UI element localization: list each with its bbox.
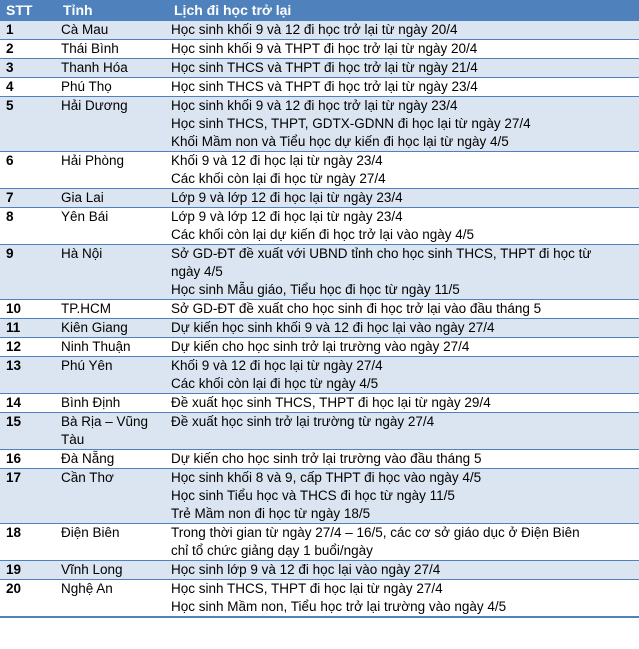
row-stt [0, 524, 57, 561]
schedule-line: Học sinh khối 9 và THPT đi học trở lại từ ngày 20/4 [171, 41, 478, 56]
row-province [57, 78, 168, 97]
row-province [57, 97, 168, 152]
stt-text: 19 [6, 562, 22, 577]
schedule-line: Dự kiến cho học sinh trở lại trường vào đầu tháng 5 [171, 451, 482, 466]
province-line: Hải Dương [61, 98, 128, 113]
province-line: Kiên Giang [61, 320, 128, 335]
schedule-line: Học sinh THCS, THPT, GDTX-GDNN đi học lại từ ngày 27/4 [171, 116, 531, 131]
row-stt [0, 97, 57, 152]
schedule-line: Khối 9 và 12 đi học lại từ ngày 27/4 [171, 358, 383, 373]
row-province [57, 580, 168, 618]
row-stt [0, 580, 57, 618]
row-schedule [168, 21, 639, 40]
stt-text: 7 [6, 190, 14, 205]
header-stt: STT [0, 0, 57, 21]
table-row [0, 357, 639, 394]
row-province [57, 40, 168, 59]
table-row [0, 319, 639, 338]
row-stt [0, 450, 57, 469]
stt-text: 4 [6, 79, 14, 94]
row-schedule [168, 208, 639, 245]
stt-text: 12 [6, 339, 22, 354]
row-province [57, 524, 168, 561]
schedule-line: Học sinh khối 9 và 12 đi học trở lại từ ngày 23/4 [171, 98, 458, 113]
row-schedule [168, 450, 639, 469]
row-schedule [168, 338, 639, 357]
row-stt [0, 189, 57, 208]
row-stt [0, 394, 57, 413]
province-line: Tàu [61, 432, 85, 447]
stt-text: 2 [6, 41, 14, 56]
row-stt [0, 413, 57, 450]
stt-text: 20 [6, 581, 22, 596]
row-schedule [168, 413, 639, 450]
table-row [0, 189, 639, 208]
schedule-line: Trẻ Mầm non đi học từ ngày 18/5 [171, 506, 371, 521]
province-line: Điện Biên [61, 525, 120, 540]
schedule-line: Học sinh THCS và THPT đi học trở lại từ ngày 21/4 [171, 60, 478, 75]
stt-text: 10 [6, 301, 22, 316]
table-row [0, 21, 639, 40]
province-line: Vĩnh Long [61, 562, 123, 577]
province-line: Đà Nẵng [61, 451, 115, 466]
row-schedule [168, 319, 639, 338]
stt-text: 13 [6, 358, 22, 373]
row-stt [0, 319, 57, 338]
schedule-line: Đề xuất học sinh trở lại trường từ ngày 27/4 [171, 414, 435, 429]
stt-text: 16 [6, 451, 22, 466]
row-schedule [168, 300, 639, 319]
table-row [0, 59, 639, 78]
table-row [0, 469, 639, 524]
row-province [57, 357, 168, 394]
row-schedule [168, 580, 639, 618]
table-row [0, 394, 639, 413]
row-schedule [168, 524, 639, 561]
row-stt [0, 21, 57, 40]
row-stt [0, 245, 57, 300]
row-schedule [168, 394, 639, 413]
schedule-line: Các khối còn lại đi học từ ngày 27/4 [171, 171, 386, 186]
table-header-row [0, 0, 639, 21]
stt-text: 3 [6, 60, 14, 75]
stt-text: 15 [6, 414, 22, 429]
schedule-line: Khối 9 và 12 đi học lại từ ngày 23/4 [171, 153, 383, 168]
row-schedule [168, 78, 639, 97]
province-line: Hà Nội [61, 246, 103, 261]
stt-text: 18 [6, 525, 22, 540]
schedule-line: Học sinh khối 8 và 9, cấp THPT đi học vào ngày 4/5 [171, 470, 482, 485]
stt-text: 1 [6, 22, 14, 37]
stt-text: 6 [6, 153, 14, 168]
table-row [0, 450, 639, 469]
schedule-line: Học sinh khối 9 và 12 đi học trở lại từ ngày 20/4 [171, 22, 458, 37]
schedule-line: Học sinh Mầm non, Tiểu học trở lại trường vào ngày 4/5 [171, 599, 507, 614]
row-schedule [168, 469, 639, 524]
schedule-line: Sở GD-ĐT đề xuất cho học sinh đi học trở lại vào đầu tháng 5 [171, 301, 542, 316]
row-stt [0, 561, 57, 580]
province-line: Ninh Thuận [61, 339, 131, 354]
row-stt [0, 59, 57, 78]
table-row [0, 208, 639, 245]
schedule-line: Lớp 9 và lớp 12 đi học lại từ ngày 23/4 [171, 190, 403, 205]
stt-text: 9 [6, 246, 14, 261]
schedule-line: ngày 4/5 [171, 264, 223, 279]
row-schedule [168, 97, 639, 152]
table-row [0, 78, 639, 97]
province-line: Gia Lai [61, 190, 104, 205]
row-schedule [168, 40, 639, 59]
row-stt [0, 338, 57, 357]
row-province [57, 245, 168, 300]
schedule-line: Học sinh Mẫu giáo, Tiểu học đi học từ ngày 11/5 [171, 282, 460, 297]
province-line: Bình Định [61, 395, 121, 410]
province-line: Cà Mau [61, 22, 109, 37]
table-row [0, 580, 639, 618]
province-line: Nghệ An [61, 581, 113, 596]
row-stt [0, 300, 57, 319]
province-line: TP.HCM [61, 301, 112, 316]
row-province [57, 189, 168, 208]
row-province [57, 59, 168, 78]
row-schedule [168, 357, 639, 394]
stt-text: 17 [6, 470, 22, 485]
table-row [0, 561, 639, 580]
schedule-line: Dự kiến học sinh khối 9 và 12 đi học lại vào ngày 27/4 [171, 320, 495, 335]
row-stt [0, 78, 57, 97]
schedule-line: Học sinh THCS và THPT đi học trở lại từ ngày 23/4 [171, 79, 478, 94]
row-province [57, 319, 168, 338]
row-schedule [168, 189, 639, 208]
table-row [0, 300, 639, 319]
schedule-line: Học sinh Tiểu học và THCS đi học từ ngày 11/5 [171, 488, 455, 503]
header-schedule: Lịch đi học trở lại [168, 0, 639, 21]
province-line: Cần Thơ [61, 470, 114, 485]
province-line: Bà Rịa – Vũng [61, 414, 149, 429]
row-province [57, 561, 168, 580]
schedule-line: Các khối còn lại đi học từ ngày 4/5 [171, 376, 379, 391]
table-row [0, 97, 639, 152]
stt-text: 5 [6, 98, 14, 113]
province-line: Thanh Hóa [61, 60, 128, 75]
schedule-line: chỉ tổ chức giảng dạy 1 buổi/ngày [171, 543, 373, 558]
row-stt [0, 208, 57, 245]
schedule-line: Trong thời gian từ ngày 27/4 – 16/5, các cơ sở giáo dục ở Điện Biên [171, 525, 580, 540]
row-province [57, 469, 168, 524]
stt-text: 8 [6, 209, 14, 224]
row-province [57, 338, 168, 357]
row-schedule [168, 59, 639, 78]
table-row [0, 413, 639, 450]
table-row [0, 152, 639, 189]
table-row [0, 338, 639, 357]
province-line: Hải Phòng [61, 153, 125, 168]
row-stt [0, 40, 57, 59]
table-body [0, 21, 639, 618]
row-province [57, 413, 168, 450]
province-line: Phú Thọ [61, 79, 112, 94]
stt-text: 14 [6, 395, 22, 410]
schedule-line: Khối Mầm non và Tiểu học dự kiến đi học lại từ ngày 4/5 [171, 134, 509, 149]
province-line: Phú Yên [61, 358, 113, 373]
province-line: Thái Bình [61, 41, 119, 56]
schedule-line: Học sinh THCS, THPT đi học lại từ ngày 27/4 [171, 581, 443, 596]
row-stt [0, 152, 57, 189]
row-province [57, 394, 168, 413]
table-row [0, 245, 639, 300]
table-row [0, 524, 639, 561]
row-schedule [168, 245, 639, 300]
schedule-line: Dự kiến cho học sinh trở lại trường vào ngày 27/4 [171, 339, 470, 354]
schedule-line: Lớp 9 và lớp 12 đi học lại từ ngày 23/4 [171, 209, 403, 224]
header-province: Tỉnh [57, 0, 168, 21]
row-stt [0, 357, 57, 394]
schedule-line: Sở GD-ĐT đề xuất với UBND tỉnh cho học sinh THCS, THPT đi học từ [171, 246, 592, 261]
schedule-line: Các khối còn lại dự kiến đi học trở lại vào ngày 4/5 [171, 227, 475, 242]
row-province [57, 152, 168, 189]
schedule-line: Đề xuất học sinh THCS, THPT đi học lại từ ngày 29/4 [171, 395, 491, 410]
row-stt [0, 469, 57, 524]
row-schedule [168, 561, 639, 580]
table-row [0, 40, 639, 59]
schedule-line: Học sinh lớp 9 và 12 đi học lại vào ngày 27/4 [171, 562, 441, 577]
row-province [57, 21, 168, 40]
province-line: Yên Bái [61, 209, 109, 224]
row-province [57, 450, 168, 469]
row-province [57, 208, 168, 245]
row-schedule [168, 152, 639, 189]
row-province [57, 300, 168, 319]
stt-text: 11 [6, 320, 21, 335]
